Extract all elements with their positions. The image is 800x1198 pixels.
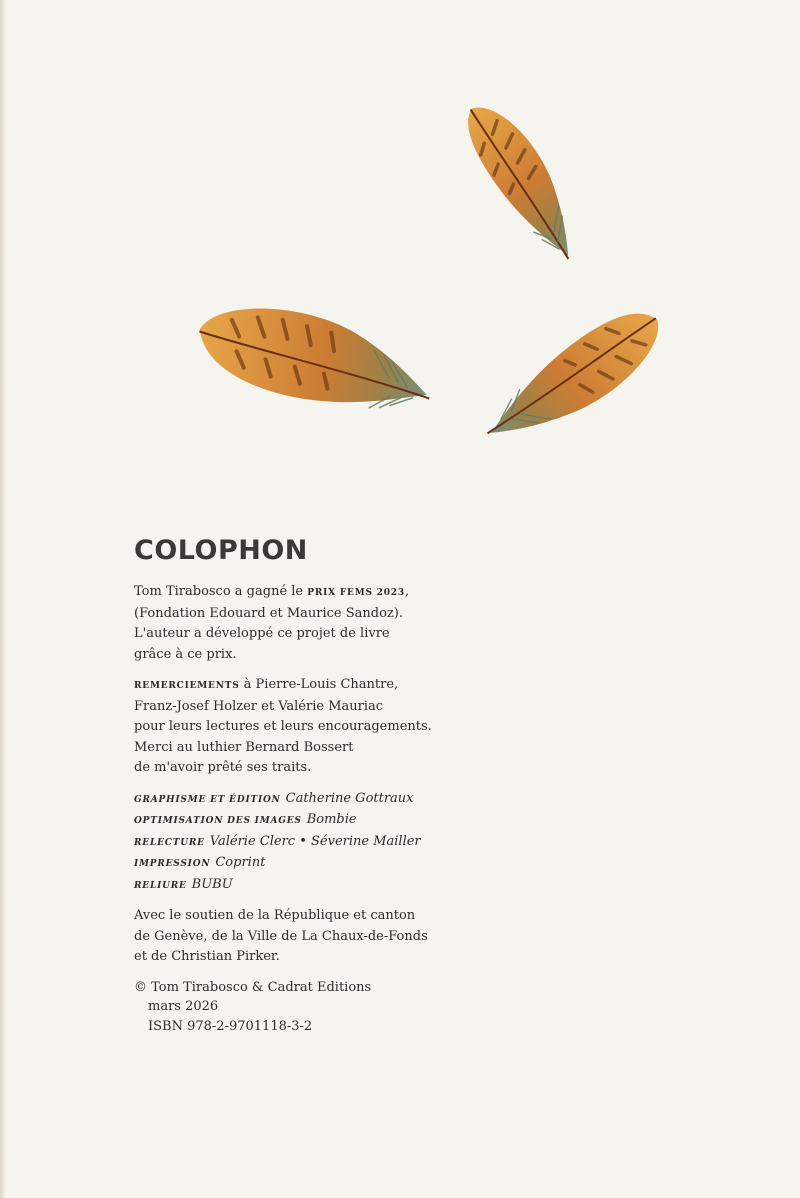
- copyright-block: [134, 978, 554, 1037]
- credit-label: RELIURE: [134, 880, 187, 891]
- thanks-text: à Pierre-Louis Chantre,: [239, 677, 399, 692]
- credit-label: RELECTURE: [134, 837, 205, 848]
- prize-name: PRIX FEMS 2023: [307, 588, 405, 598]
- support-line-2: de Genève, de la Ville de La Chaux-de-Fonds: [134, 928, 428, 944]
- isbn: ISBN 978-2-9701118-3-2: [148, 1018, 313, 1034]
- prize-line-2: (Fondation Edouard et Maurice Sandoz).: [134, 605, 403, 621]
- credit-row: [134, 875, 554, 897]
- credit-row: [134, 853, 554, 875]
- feather-top-right-icon: [450, 93, 601, 266]
- credit-label: OPTIMISATION DES IMAGES: [134, 816, 302, 826]
- thanks-line-4: Merci au luthier Bernard Bossert: [134, 739, 354, 755]
- colophon-title: COLOPHON: [134, 535, 308, 566]
- credit-row: [134, 810, 554, 832]
- prize-line-1: [134, 582, 554, 604]
- support-paragraph: [134, 906, 554, 968]
- credit-name: Bombie: [306, 812, 357, 827]
- feather-left-icon: [191, 296, 440, 420]
- prize-paragraph: [134, 582, 554, 665]
- credit-label: IMPRESSION: [134, 859, 211, 869]
- support-line-3: et de Christian Pirker.: [134, 949, 280, 964]
- feathers-illustration: [0, 0, 800, 520]
- credit-row: [134, 832, 554, 854]
- colophon: [134, 534, 554, 1036]
- prize-line-4: grâce à ce prix.: [134, 646, 237, 662]
- credit-name: Coprint: [215, 855, 266, 870]
- prize-line-3: L'auteur a développé ce projet de livre: [134, 626, 390, 641]
- feather-bottom-right-icon: [478, 292, 673, 470]
- thanks-label: REMERCIEMENTS: [134, 681, 240, 691]
- credit-name: BUBU: [191, 876, 233, 892]
- prize-text: Tom Tirabosco a gagné le: [134, 584, 308, 599]
- thanks-line-2: Franz-Josef Holzer et Valérie Mauriac: [134, 698, 384, 714]
- thanks-line-3: pour leurs lectures et leurs encouragements.: [134, 719, 432, 734]
- thanks-line-5: de m'avoir prêté ses traits.: [134, 760, 312, 775]
- thanks-paragraph: [134, 675, 554, 779]
- support-line-1: Avec le soutien de la République et canton: [134, 908, 416, 923]
- credits-list: [134, 789, 554, 897]
- credit-name: Valérie Clerc • Séverine Mailler: [209, 833, 421, 849]
- credit-row: [134, 789, 554, 811]
- copyright-line: © Tom Tirabosco & Cadrat Editions: [134, 979, 372, 995]
- prize-comma: ,: [404, 584, 410, 599]
- credit-name: Catherine Gottraux: [285, 790, 414, 806]
- credit-label: GRAPHISME ET ÉDITION: [134, 794, 281, 805]
- publication-date: mars 2026: [148, 999, 219, 1014]
- thanks-line-1: [134, 675, 554, 697]
